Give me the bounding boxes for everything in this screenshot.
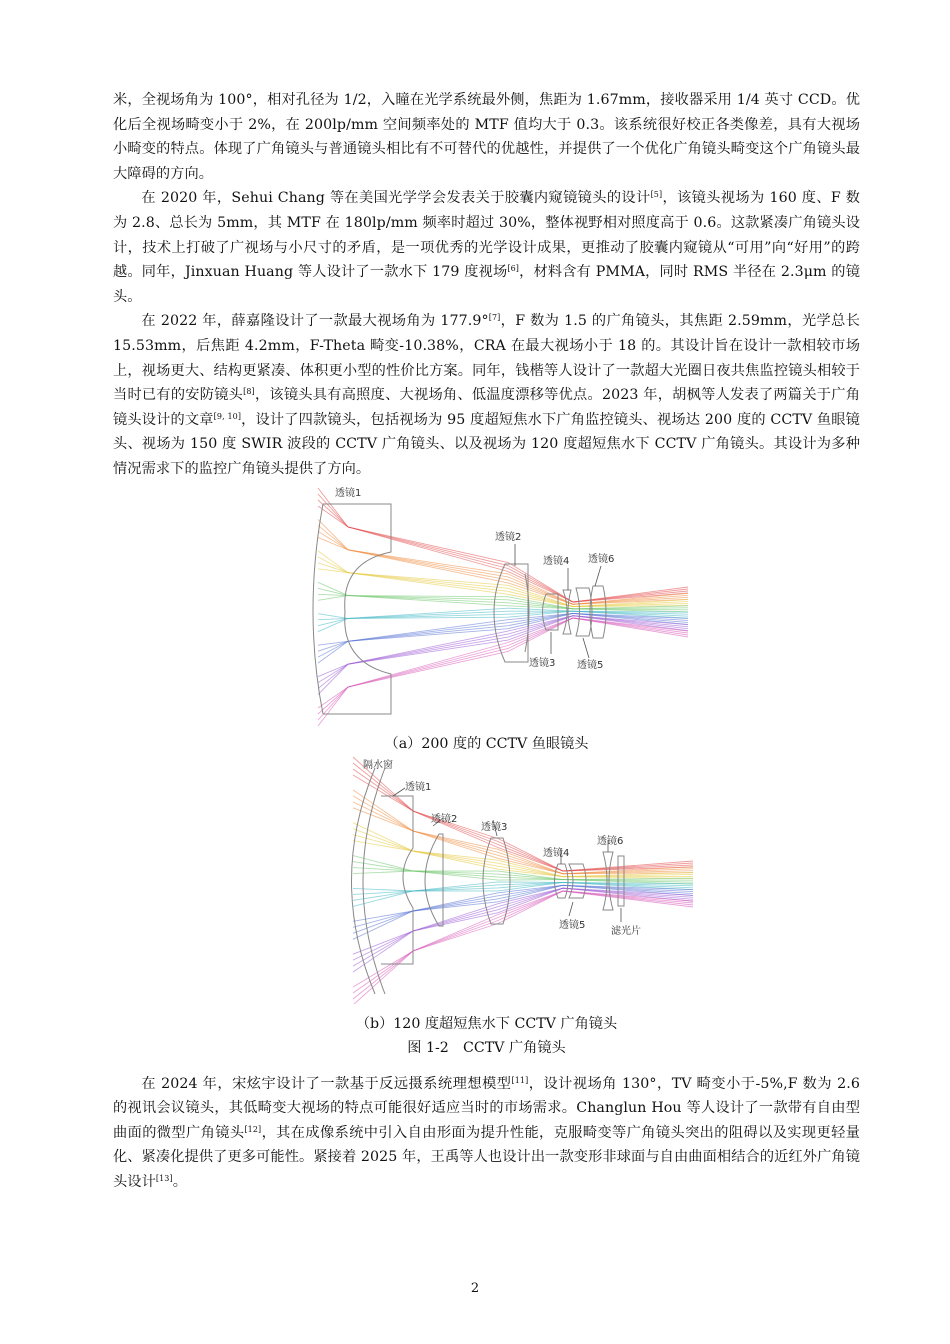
citation-9-10[interactable]: [9, 10] [213, 411, 242, 421]
label-lens1: 透镜1 [405, 781, 432, 793]
paragraph-4-text-b: ，设计视场角 130°，TV 畸变小于-5%,F 数为 2.6 的视讯会议镜头，其低畸变大视场的特点可能很好适应当时的市场需求。Changlun Hou 等人设计了一款带有自由型曲面的微型广角镜头 [113, 1075, 860, 1141]
label-lens1: 透镜1 [335, 487, 362, 499]
label-lens6: 透镜6 [588, 553, 615, 565]
citation-12[interactable]: [12] [244, 1124, 262, 1134]
fisheye-ray [318, 500, 688, 602]
paragraph-4-text-a: 在 2024 年，宋炫宇设计了一款基于反远摄系统理想模型 [141, 1075, 512, 1092]
lens4-outline [555, 864, 569, 898]
paragraph-2 [113, 186, 860, 309]
fisheye-ray [318, 494, 688, 602]
citation-7[interactable]: [7] [488, 313, 501, 323]
paragraph-3-text-d: ，设计了四款镜头，包括视场为 95 度超短焦水下广角监控镜头、视场达 200 度的 CCTV 鱼眼镜头、视场为 150 度 SWIR 波段的 CCTV 广角镜头、以及视场为 120 度超短焦水下 CCTV 广角镜头。其设计为多种情况需求下的监控广角镜头提供了方向。 [113, 411, 860, 477]
paragraph-2-text-c: ，材料含有 PMMA，同时 RMS 半径在 2.3μm 的镜头。 [113, 264, 860, 305]
underwater-ray [353, 807, 693, 873]
paragraph-3-text-b: ，F 数为 1.5 的广角镜头，其焦距 2.59mm，光学总长 15.53mm，后焦距 4.2mm，F-Theta 畸变-10.38%，CRA 在最大视场小于 18 的。其设计旨在设计一款相较市场上，视场更大、结构更紧凑、体积更小型的性价比方案。同年，钱楷等人设计了一款超大光圈日夜共焦监控镜头相较于当时已有的安防镜头 [113, 313, 860, 404]
paragraph-3 [113, 309, 860, 481]
figure-b [113, 756, 860, 1004]
fisheye-ray [318, 618, 688, 726]
underwater-ray [353, 769, 693, 871]
figure-b-caption: （b）120 度超短焦水下 CCTV 广角镜头 [355, 1015, 618, 1032]
label-lens5: 透镜5 [559, 919, 586, 931]
citation-11[interactable]: [11] [511, 1075, 529, 1085]
page-body [113, 88, 860, 1194]
citation-13[interactable]: [13] [155, 1173, 173, 1183]
paragraph-3-text-c: ，该镜头具有高照度、大视场角、低温度漂移等优点。2023 年，胡枫等人发表了两篇关于广角镜头设计的文章 [113, 387, 860, 428]
label-lens4: 透镜4 [543, 555, 570, 567]
label-filter: 滤光片 [611, 925, 641, 937]
underwater-ray [353, 888, 693, 960]
citation-5[interactable]: [5] [650, 190, 663, 200]
paragraph-4 [113, 1072, 860, 1195]
figure-title: 图 1-2 CCTV 广角镜头 [407, 1039, 566, 1056]
label-lens3: 透镜3 [481, 821, 508, 833]
label-lens2: 透镜2 [431, 813, 458, 825]
figure-a [113, 482, 860, 730]
paragraph-2-text-a: 在 2020 年，Sehui Chang 等在美国光学学会发表关于胶囊内窥镜镜头的设计 [141, 190, 651, 207]
underwater-ray [353, 891, 693, 987]
label-lens4: 透镜4 [543, 847, 570, 859]
label-window: 隔水窗 [363, 759, 393, 771]
citation-6[interactable]: [6] [507, 264, 520, 274]
lens1-front-surface [313, 504, 323, 714]
label-lens3: 透镜3 [529, 657, 556, 669]
underwater-ray [353, 757, 693, 871]
paragraph-2-text-b: ，该镜头视场为 160 度、F 数为 2.8、总长为 5mm，其 MTF 在 180lp/mm 频率时超过 30%，整体视野相对照度高于 0.6。这款紧凑广角镜头设计，技术上打破了广视场与小尺寸的矛盾，是一项优秀的光学设计成果，更推动了胶囊内窥镜从“可用”向“好用”的跨越。同年，Jinxuan Huang 等人设计了一款水下 179 度视场 [113, 190, 861, 281]
paragraph-3-text-a: 在 2022 年，薛嘉隆设计了一款最大视场角为 177.9° [141, 313, 489, 330]
label-lens2: 透镜2 [495, 531, 522, 543]
label-lens6: 透镜6 [597, 835, 624, 847]
paragraph-4-text-c: ，其在成像系统中引入自由形面为提升性能，克服畸变等广角镜头突出的阻碍以及实现更轻量化、紧凑化提供了更多可能性。紧接着 2025 年，王禹等人也设计出一款变形非球面与自由曲面相结合的近红外广角镜头设计 [113, 1124, 860, 1190]
underwater-wide-angle-lens-diagram [113, 756, 860, 1004]
paragraph-1-text: 米，全视场角为 100°，相对孔径为 1/2，入瞳在光学系统最外侧，焦距为 1.67mm，接收器采用 1/4 英寸 CCD。优化后全视场畸变小于 2%，在 200lp/mm 空间频率处的 MTF 值均大于 0.3。该系统很好校正各类像差，具有大视场小畸变的特点。体现了广角镜头与普通镜头相比有不可替代的优越性，并提供了一个优化广角镜头畸变这个广角镜头最大障碍的方向。 [113, 92, 860, 182]
figure-a-caption: （a）200 度的 CCTV 鱼眼镜头 [384, 735, 589, 752]
label-lens5: 透镜5 [577, 659, 604, 671]
fisheye-ray [318, 618, 688, 708]
window-inner-surface [363, 768, 385, 994]
underwater-ray [353, 775, 693, 871]
underwater-ray [353, 891, 693, 993]
page-number: 2 [470, 1281, 480, 1296]
paragraph-4-text-d: 。 [172, 1173, 187, 1190]
fisheye-ray [318, 618, 688, 720]
underwater-ray [353, 801, 693, 873]
lens3-outline [483, 838, 510, 924]
fisheye-lens-diagram [113, 482, 860, 730]
citation-8[interactable]: [8] [243, 387, 255, 397]
underwater-ray [353, 891, 693, 1004]
paragraph-1 [113, 88, 860, 186]
lens2-outline [425, 834, 443, 926]
